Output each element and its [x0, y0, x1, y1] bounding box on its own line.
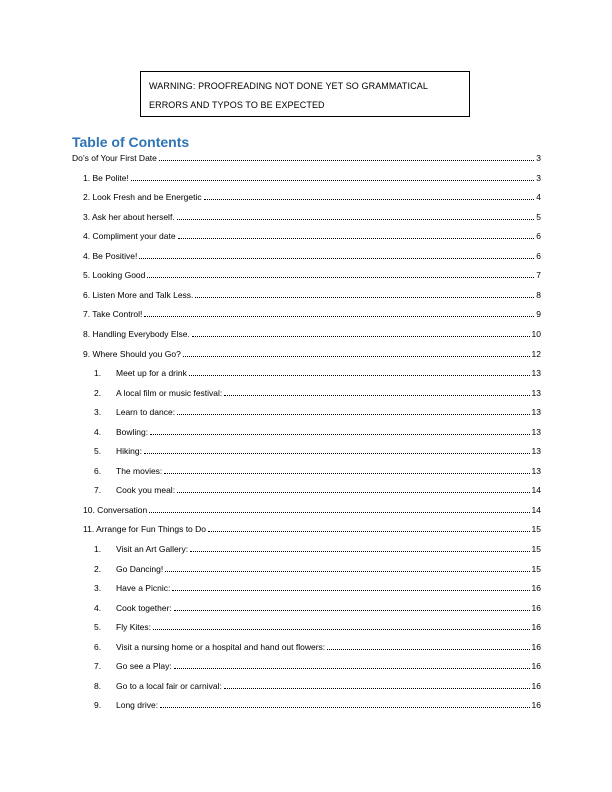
toc-entry-number: 4.: [94, 427, 102, 437]
toc-entry[interactable]: [83, 346, 541, 360]
toc-entry-page: 16: [531, 681, 541, 691]
toc-entry-label: 4. Be Positive!: [83, 251, 138, 261]
toc-entry-number: 5.: [94, 622, 102, 632]
toc-entry-page: 4: [536, 192, 541, 202]
toc-dot-leader: [139, 258, 534, 259]
toc-entry-label: 4. Compliment your date: [83, 231, 176, 241]
toc-entry[interactable]: [83, 306, 541, 320]
toc-entry-page: 16: [531, 622, 541, 632]
toc-entry-number: 7.: [94, 661, 102, 671]
toc-entry-page: 8: [536, 290, 541, 300]
toc-entry[interactable]: [94, 385, 541, 399]
toc-entry[interactable]: [83, 170, 541, 184]
toc-entry[interactable]: [94, 561, 541, 575]
toc-entry-label: 1. Be Polite!: [83, 173, 129, 183]
toc-entry-page: 16: [531, 642, 541, 652]
toc-title: Table of Contents: [72, 134, 190, 150]
toc-dot-leader: [147, 277, 534, 278]
warning-box: [140, 71, 470, 117]
toc-entry-number: 6.: [94, 642, 102, 652]
toc-entry-label: Visit an Art Gallery:: [116, 544, 189, 554]
toc-entry-label: 8. Handling Everybody Else.: [83, 329, 190, 339]
toc-entry[interactable]: [94, 580, 541, 594]
toc-entry-page: 10: [531, 329, 541, 339]
toc-entry-page: 3: [536, 173, 541, 183]
toc-entry[interactable]: [83, 267, 541, 281]
toc-entry-page: 13: [531, 407, 541, 417]
toc-entry[interactable]: [94, 482, 541, 496]
toc-dot-leader: [144, 316, 534, 317]
toc-dot-leader: [177, 414, 529, 415]
toc-entry[interactable]: [94, 424, 541, 438]
toc-dot-leader: [174, 668, 530, 669]
toc-entry-label: 3. Ask her about herself.: [83, 212, 175, 222]
toc-entry-label: Go see a Play:: [116, 661, 172, 671]
toc-entry[interactable]: [94, 404, 541, 418]
toc-dot-leader: [208, 531, 530, 532]
toc-entry-page: 13: [531, 368, 541, 378]
toc-entry[interactable]: [83, 228, 541, 242]
toc-dot-leader: [224, 688, 530, 689]
toc-dot-leader: [164, 473, 529, 474]
toc-entry-label: 7. Take Control!: [83, 309, 143, 319]
toc-dot-leader: [160, 707, 529, 708]
toc-entry-number: 7.: [94, 485, 102, 495]
toc-dot-leader: [178, 238, 535, 239]
toc-entry-label: Long drive:: [116, 700, 159, 710]
toc-entry-label: Visit a nursing home or a hospital and hand out flowers:: [116, 642, 326, 652]
toc-entry[interactable]: [83, 209, 541, 223]
toc-entry[interactable]: [94, 541, 541, 555]
toc-entry-page: 16: [531, 603, 541, 613]
toc-entry[interactable]: [94, 463, 541, 477]
toc-entry-label: 6. Listen More and Talk Less.: [83, 290, 194, 300]
toc-dot-leader: [172, 590, 529, 591]
warning-line-2: ERRORS AND TYPOS TO BE EXPECTED: [149, 100, 325, 110]
toc-entry-page: 3: [536, 153, 541, 163]
toc-entry[interactable]: [83, 521, 541, 535]
toc-entry[interactable]: [94, 658, 541, 672]
warning-line-1: WARNING: PROOFREADING NOT DONE YET SO GRAMMATICAL: [149, 81, 428, 91]
toc-entry-label: 11. Arrange for Fun Things to Do: [83, 524, 207, 534]
toc-entry-page: 16: [531, 661, 541, 671]
toc-entry-page: 16: [531, 700, 541, 710]
toc-entry-label: A local film or music festival:: [116, 388, 223, 398]
toc-entry-page: 9: [536, 309, 541, 319]
toc-entry[interactable]: [83, 502, 541, 516]
toc-dot-leader: [153, 629, 530, 630]
toc-entry-page: 16: [531, 583, 541, 593]
toc-dot-leader: [150, 434, 529, 435]
toc-entry-page: 6: [536, 251, 541, 261]
toc-entry-number: 1.: [94, 544, 102, 554]
toc-entry[interactable]: [83, 326, 541, 340]
toc-entry-label: Go to a local fair or carnival:: [116, 681, 222, 691]
toc-dot-leader: [177, 219, 535, 220]
toc-entry[interactable]: [94, 443, 541, 457]
toc-dot-leader: [149, 512, 529, 513]
toc-entry-page: 13: [531, 427, 541, 437]
toc-dot-leader: [204, 199, 535, 200]
toc-dot-leader: [165, 571, 529, 572]
toc-entry-page: 7: [536, 270, 541, 280]
toc-entry-number: 3.: [94, 583, 102, 593]
toc-entry-label: Cook you meal:: [116, 485, 176, 495]
toc-entry[interactable]: [94, 678, 541, 692]
toc-entry-label: Go Dancing!: [116, 564, 164, 574]
toc-dot-leader: [189, 375, 530, 376]
toc-entry-page: 13: [531, 466, 541, 476]
toc-entry-page: 15: [531, 544, 541, 554]
toc-entry-page: 6: [536, 231, 541, 241]
toc-entry-label: Hiking:: [116, 446, 142, 456]
toc-dot-leader: [177, 492, 529, 493]
toc-entry[interactable]: [94, 600, 541, 614]
toc-entry-page: 13: [531, 388, 541, 398]
toc-dot-leader: [144, 453, 530, 454]
toc-entry-label: Have a Picnic:: [116, 583, 171, 593]
toc-entry-label: Cook together:: [116, 603, 172, 613]
toc-entry-label: 2. Look Fresh and be Energetic: [83, 192, 202, 202]
toc-entry[interactable]: [83, 189, 541, 203]
toc-entry-number: 5.: [94, 446, 102, 456]
toc-entry-page: 14: [531, 485, 541, 495]
toc-entry-label: 5. Looking Good: [83, 270, 146, 280]
toc-entry-page: 14: [531, 505, 541, 515]
toc-dot-leader: [131, 180, 534, 181]
toc-entry-page: 5: [536, 212, 541, 222]
toc-entry-label: Learn to dance:: [116, 407, 176, 417]
toc-entry-label: Fly Kites:: [116, 622, 151, 632]
toc-entry-number: 6.: [94, 466, 102, 476]
toc-dot-leader: [174, 610, 530, 611]
toc-dot-leader: [192, 336, 530, 337]
toc-entry[interactable]: [94, 697, 541, 711]
toc-entry-page: 13: [531, 446, 541, 456]
toc-entry-label: Meet up for a drink: [116, 368, 187, 378]
toc-dot-leader: [224, 395, 529, 396]
toc-entry-page: 15: [531, 524, 541, 534]
toc-dot-leader: [159, 160, 534, 161]
toc-entry-number: 4.: [94, 603, 102, 613]
toc-entry-label: Bowling:: [116, 427, 149, 437]
toc-entry[interactable]: [83, 287, 541, 301]
toc-entry[interactable]: [72, 150, 541, 164]
toc-entry-page: 15: [531, 564, 541, 574]
toc-entry-number: 1.: [94, 368, 102, 378]
toc-entry-number: 9.: [94, 700, 102, 710]
toc-entry-number: 2.: [94, 388, 102, 398]
toc-entry[interactable]: [94, 365, 541, 379]
toc-dot-leader: [195, 297, 534, 298]
toc-dot-leader: [327, 649, 529, 650]
toc-entry[interactable]: [94, 639, 541, 653]
toc-entry-number: 8.: [94, 681, 102, 691]
toc-entry-number: 3.: [94, 407, 102, 417]
toc-entry-label: 9. Where Should you Go?: [83, 349, 181, 359]
toc-dot-leader: [190, 551, 529, 552]
toc-entry-number: 2.: [94, 564, 102, 574]
toc-entry-label: The movies:: [116, 466, 163, 476]
toc-entry-label: Do’s of Your First Date: [72, 153, 157, 163]
toc-entry-page: 12: [531, 349, 541, 359]
toc-dot-leader: [183, 356, 530, 357]
toc-entry[interactable]: [94, 619, 541, 633]
toc-entry[interactable]: [83, 248, 541, 262]
toc-entry-label: 10. Conversation: [83, 505, 148, 515]
